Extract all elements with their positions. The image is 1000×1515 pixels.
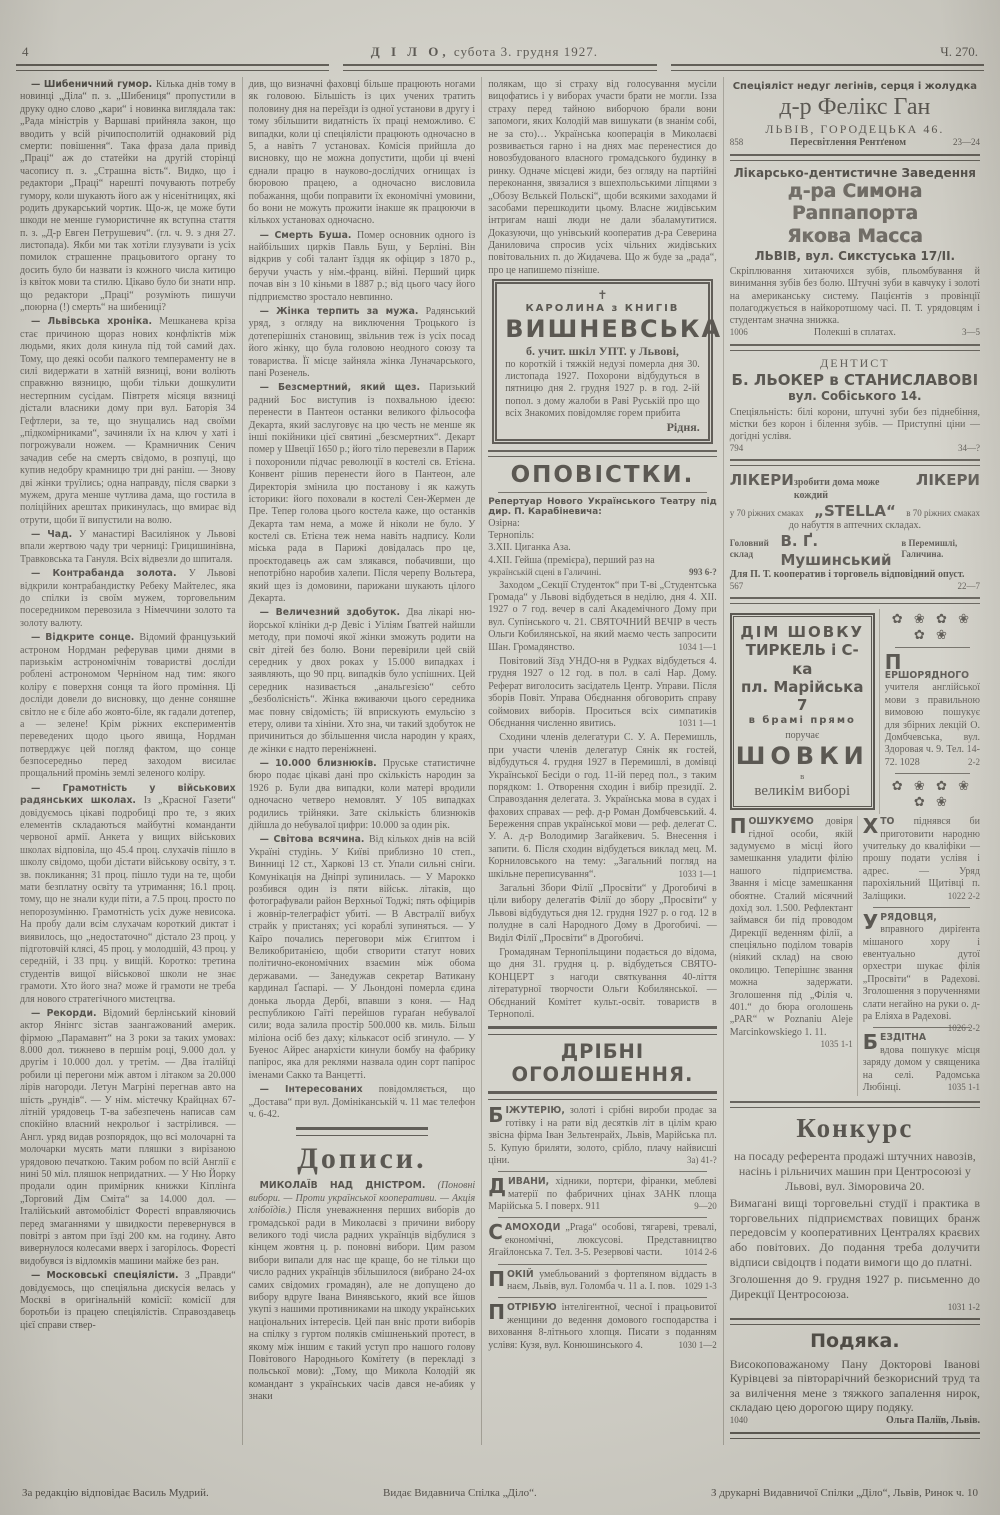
ad-stella-code-row-seg-0: 567 xyxy=(729,581,744,592)
classified-potribuiu: ПОТРІБУЮ інтелігентної, чесної і працьовитої женщини до ведення домового господарства і виховання 8-літнього хлопця. Писати з поданням услівя: Кузя, вул. Конюшинського 4. 1030 1—2 xyxy=(488,1300,717,1351)
ad-uriadovtsia-dyrygenta-leadword: РЯДОВЦЯ, xyxy=(880,911,937,923)
cross-icon: ✝ xyxy=(597,288,608,303)
podiaka-signature-row-seg-0: 1040 xyxy=(729,1415,748,1426)
ad-uriadovtsia-dyrygenta-code: 1026 2-2 xyxy=(947,1023,980,1034)
classified-dyvany-code: 9—20 xyxy=(694,1201,717,1212)
rule-above-dribni xyxy=(488,1026,717,1035)
repertoire-town-2: Тернопіль: xyxy=(488,530,535,542)
ad-loker-code-row-seg-0: 794 xyxy=(729,443,744,454)
classified-bizhuteriu-leadword: ІЖУТЕРІЮ, xyxy=(505,1105,565,1117)
ad-felix-han-name: д-р Фелікс Ган xyxy=(779,94,931,121)
repertoire-code-row-seg-0: українській сцені в Галичині. xyxy=(488,566,602,577)
ad-stella-name-row xyxy=(730,502,980,520)
footer-printer: З друкарні Видавничої Спілки „Діло“, Львів, Ринок ч. 10 xyxy=(711,1487,978,1499)
news-literacy-soviet-schools: — Грамотність у військових радянських школах. Із „Красної Газети“ довідуємось цікаві подробиці про те, з яких елементів складаються майбутні команданти червоної армії. Анкета у вищих військових школах відповіла, що 45.4 проц. слухачів пішло в школу свідомо, щоби дістати військову освіту, з т. зв. покликання; 31 проц. пішло туди на те, щоби мати безплатну освіту та утримання; 16.1 проц. тому, що не знали куди піти, а 7.5 проц. просто по непорозумінню. Грамотність усіх дуже невисока. На пробу дали всім слухачам короткий диктат і виявилось, що „недостаточно“ дістало 23 проц. у підготовчій клясі, 45 проц. у молодшій, 43 проц. у середній, і 33 прц. у вищій. Коротко: третина студентів вищої військової школи не знає грамоти. Хто його зна? може й грамоти не треба для нового стратегічного мистецтва. xyxy=(20,782,236,1005)
repertoire-show-2: 4.XII. Гейша (премієра), перший раз на xyxy=(488,554,655,566)
notice-zizd-undo-rudky: Повітовий Зїзд УНДО-ня в Рудках відбудеться 4. грудня 1927 о 12 год. в пол. в салі Нар. Дому. Реферат виголосить засідатель Центр. Управи. Після зборів Повіт. Управа Обєднання обговорить справу соймових виборів. Проситься всіх симпатиків Обєднання численно явитись. 1031 1—1 xyxy=(488,656,717,729)
silk-and-teacher-ads xyxy=(730,609,980,814)
rule-above-opovistky xyxy=(488,450,717,457)
silk-and-teacher-ads-left xyxy=(730,609,879,814)
ad-uriadovtsia-dyrygenta: УРЯДОВЦЯ, вправного диріґента мішаного хору і евентуально дутої орхестри шукає філія „Просвіти“ в Радехові. Зголошення з порученнями слати негайно на руки о. д-ра Еліяха в Радехові. 1026 2-2 xyxy=(862,909,980,1034)
ad-english-teacher: П ЕРШОРЯДНОГО учителя англійської мови з правильною вимовою пошукує для збірних лекцій О. Домбчевська, вул. Здоровая ч. 9. Тел. 14-72. 1028 2-2 xyxy=(884,650,980,768)
notice-dostava-phone-lead: — Інтересованих xyxy=(259,1084,379,1096)
ad-loker-name: Б. ЛЬОКЕР в СТАНИСЛАВОВІ xyxy=(731,370,979,389)
ad-rappaport-body: Скріплювання хитаючихся зубів, пльомбування й винимання зубів без болю. Штучні зуби в кавчуку і золоті на американську систему. Пацієнтів з провінції полагоджується в найкоротшому часі. П. Т. урядовцям і студентам значна знижка. xyxy=(729,266,980,326)
repertoire-code-row-seg-1: 993 6-? xyxy=(688,566,717,577)
news-bush-death-lead: — Смерть Буша. xyxy=(259,229,357,241)
ad-dim-shovku-title: ДІМ ШОВКУ xyxy=(740,623,865,642)
flower-ornament-top: ✿ ❀ ✿ ❀ ✿ ❀ xyxy=(891,611,974,643)
article-mykolaiv: МИКОЛАЇВ НАД ДНІСТРОМ. (Поновні вибори. — Проти української кооперативи. — Акція хлібоїдів.) Після уневажнення перших виборів до громадської ради в Миколаєві з причини вибору великого тоді числа радних українців відбулися з кінцем жовтня ц. р. поновні вибори. Цим разом вибори випали для нас ще краще, бо не тільки що число радних українців збільшилося (вибрано 24-ох самих свідомих громадян), але не допущено до вибору вдруге Івана Винявського, який все йшов укупі з нашими противниками на шкоду українських національних інтересів. Цей пан вніс проти виборів на спілку з гуртом поляків смішненький протест, в якому між іншим є такий уступ про нашого голову Повітового Народнього Комітету (в перекладі з польської мови): „Тому, що Микола Колодій як командант з українських часів дався не-абияк у знаки xyxy=(248,1180,476,1403)
classified-potribuiu-leadword: ОТРІБУЮ xyxy=(506,1302,557,1314)
notice-sviatochnyi-vechir-code: 1034 1—1 xyxy=(678,641,717,652)
konkurs-position: на посаду референта продажі штучних навозів, насінь і рільничих машин при Центросоюзі у Львові, вул. Зіморовича 20. xyxy=(733,1149,976,1193)
page-footer xyxy=(14,1487,986,1499)
ad-bezditna-vdova-leadword: ЕЗДІТНА xyxy=(880,1032,927,1044)
ad-poshukuiemo-filiia-code: 1035 1-1 xyxy=(820,1039,853,1050)
classified-pokii: ПОКІЙ умебльований з фортепяном віддасть в наєм, Львів, вул. Голомба ч. 11 а. І. пов. 1029 1-3 xyxy=(488,1266,717,1293)
article-elections-cont: полякам, що зі страху від голосування мусіли вицофатись і у виборах участи брати не могли. Ізза страху перед тайною виборчою брали вони запомоги, яких Колодій мав вишукати (в знанім собі, не за сто)… Українська кооперація в Миколаєві розвивається гарно і на днях має перенестися до новозбудованого власного громадського будинку в ринку. Одначе місцеві жиди, без огляду на партійні переконання, звязалися з вшехпольськими ліпцями з „Обозу Вєлькєй Польскі“, щоби всякими заходами й засобами перешкодити цьому. Власне жидівським інтригам наші люди не дали збаламутитися. Доказуючи, що унівський кооператив д-ра Северина Даниловича спросив усіх чільних жидівських повітовальних п. до Жидачева. Що ж буде за „рада“, про це напишемо пізніше. xyxy=(488,79,717,276)
masthead-title: Д І Л О, xyxy=(370,44,450,59)
ad-rappaport-code-row xyxy=(730,327,980,339)
ad-rappaport-name-1: д-ра Симона Раппапорта xyxy=(787,180,923,225)
masthead xyxy=(371,44,598,60)
teacher-ad-rule-top xyxy=(895,647,970,648)
rule-above-podiaka xyxy=(730,1318,980,1325)
news-10000-twins: — 10.000 близнюків. Пруське статистичне бюро подає цікаві дані про скількість народин за 1926 р. Були два випадки, коли матері вродили одночасно четверо немовлят. У 105 випадках родились трійняки. Зате скількість близнюків дійшла до небувалої цифри: 10.000 за один рік. xyxy=(248,758,476,832)
ad-khto-uchytelku-initial: Х xyxy=(862,814,879,839)
death-notice-vyshnevska xyxy=(492,279,723,443)
rule-after-felix-han xyxy=(730,154,980,161)
news-records: — Рекорди. Відомий берлінський кіновий актор Янінгс зістав заангажований америк. фірмою „Парамавнт“ на 3 роки за таких умовах: 8.000 дол. тижнево в першім році, 9.000 дол. у другім і 10.000 дол. у третім. — Два італійці робили ці перегони між автом і літаком за 20.000 лірів нагороди. Летун Магріні перегнав авто на шість „рундів“. — У нім. містечку Крайцнах 67-літній урядовець Т-ва забезпечень написав сам спокійно власний некрольоґ і застрілився. — Англ. уряд видав розпорядок, що всі молочарні та молочарки мусять мати пляшки з вирізаною урядовою печаткою. Таким робом по всій Англії є нині 50 міл. пляшок непридатних. — У Ню Йорку продали один примірник книжки Кіплінґа „Торговий Дім Сміта“ за 14.000 дол. — Італійський автомобіліст Форесті вправляючись перед змаганнями у швидкости перевернувся в повітрі з автом при їзді 200 км. на годину. Авто вивернулося колесами вверх і загорілось. Форесті видобувся із відломків машини майже без ран. xyxy=(20,1007,236,1267)
repertoire-show-1: 3.XII. Циганка Аза. xyxy=(488,542,571,554)
ad-khto-uchytelku-leadword: ТО xyxy=(880,816,895,828)
ad-khto-uchytelku: ХТО піднявся би приготовити народню учительку до кваліфіки — прошу подати услівя і адрес. — Уряд парохіяльний Щитівці п. Заліщики. 1022 2-2 xyxy=(862,814,980,902)
ad-felix-han xyxy=(730,81,980,149)
rule-after-loker xyxy=(730,459,980,466)
ad-loker-profession: ДЕНТИСТ xyxy=(820,356,890,371)
article-mykolaiv-subtitle: (Поновні вибори. — Проти української кооперативи. — Акція хлібоїдів.) xyxy=(248,1180,476,1217)
section-dribni-heading: ДРІБНІ ОГОЛОШЕННЯ. xyxy=(511,1040,694,1087)
death-notice-signature: Рідня. xyxy=(666,419,700,434)
teacher-ad-rule-bottom xyxy=(895,773,970,774)
news-lviv-chronicle-lead: — Львівська хроніка. xyxy=(31,316,160,328)
classified-potribuiu-initial: П xyxy=(488,1300,505,1325)
classified-potribuiu-code: 1030 1—2 xyxy=(678,1339,717,1350)
small-ads-pair xyxy=(730,816,980,1096)
ad-poshukuiemo-filiia-initial: П xyxy=(729,814,747,839)
konkurs-deadline: Зголошення до 9. грудня 1927 р. письменно до Дирекції Центросоюза. xyxy=(729,1272,980,1301)
classified-samokhody: САМОХОДИ „Praga“ особові, тягареві, тревалі, економічні, люксусові. Представництво Ягайлонська 7. Тел. 3-5. Резервові части. 1014 2-6 xyxy=(488,1220,717,1259)
ad-loker-dentist xyxy=(730,356,980,454)
ad-likery-stella xyxy=(730,471,980,592)
notice-dostava-phone: — Інтересованих повідомляється, що „Достава“ при вул. Домініканській ч. 11 має телефон ч. 6-42. xyxy=(248,1084,476,1121)
ad-khto-uchytelku-code: 1022 2-2 xyxy=(947,890,980,901)
konkurs-requirements: Вимагані вищі торговельні студії і практика в торговельних підприємствах повищих бранж передовсім у кооперативних Централях краєвих або повітових. До подання треба долучити відписи свідоцтв і подати вимоги що до платні. xyxy=(729,1196,980,1269)
notice-ternopil-sviato-kontsert: Громадянам Тернопільщини подається до відома, що дня 31. грудня ц. р. відбудеться СВЯТО-КОНЦЕРТ з нагоди святкування 40-ліття літературної творчости Ольги Кобилянської. — Обєднаний Комітет культ.-освіт. товариств в Тернополі. xyxy=(488,947,717,1020)
classified-dyvany-leadword: ИВАНИ, xyxy=(508,1176,550,1188)
ad-loker-code-row xyxy=(730,443,980,454)
ad-rappaport-code-row-seg-0: 1006 xyxy=(729,327,748,338)
masthead-date: субота 3. грудня 1927. xyxy=(453,44,598,59)
silk-and-teacher-ads-right xyxy=(879,609,980,814)
article-mykolaiv-lead: МИКОЛАЇВ НАД ДНІСТРОМ. xyxy=(259,1180,438,1192)
ad-felix-han-code-row-seg-1: Пересвітлення Рентґеном xyxy=(790,137,907,149)
news-wife-suffers-lead: — Жінка терпить за мужа. xyxy=(259,306,426,318)
podiaka-signature-row-seg-1: Ольга Паліїв, Львів. xyxy=(886,1415,980,1427)
ad-stella-distributor-row-seg-0: Головний склад xyxy=(729,538,769,560)
notice-zbory-prosvity-drohobych: Загальні Збори Філії „Просвіти“ у Дрогобичі в ціли вибору делегатів Філії до збору „Просвіти“ у Львові відбудуться дня 12. грудня 1927 р. о год. 12 в полудне в салі Народного Дому в Дрогобичі. — Виділ Філії „Просвіти“ в Дрогобичі. xyxy=(488,883,717,944)
ad-dim-shovku-offers: поручає xyxy=(785,729,820,741)
rule-below-opovistky xyxy=(498,492,707,493)
notice-zizd-undo-rudky-code: 1031 1—1 xyxy=(678,717,717,728)
ad-rappaport-name-2: Якова Масса xyxy=(787,226,923,248)
classified-bizhuteriu-initial: Б xyxy=(488,1103,504,1128)
ad-english-teacher-code: 2-2 xyxy=(968,756,980,767)
section-opovistky-heading: ОПОВІСТКИ. xyxy=(510,461,695,488)
column-4 xyxy=(723,77,986,1445)
news-gallows-humor-lead: — Шибеничний гумор. xyxy=(31,79,156,90)
ad-bezditna-vdova-code: 1035 1-1 xyxy=(947,1081,980,1092)
news-chad: — Чад. У манастирі Василіянок у Львові впали жертвою чаду три черниці: Грицишинівна, Травковська та Гануля. Всіх відвезли до шпиталя. xyxy=(20,529,236,565)
repertoire-town-1: Озірна: xyxy=(488,517,520,529)
podiaka-body xyxy=(730,1357,980,1428)
ad-felix-han-code-row-seg-0: 858 xyxy=(729,137,744,148)
classified-pokii-initial: П xyxy=(488,1266,505,1291)
classified-samokhody-initial: С xyxy=(488,1220,503,1245)
ad-english-teacher-initial: П xyxy=(884,650,902,675)
ad-loker-body: Спеціяльність: білі корони, штучні зуби без піднебіння, містки без корон і білення зубів. — Приступні ціни — догідні услівя. xyxy=(729,406,980,443)
ad-stella-header-row-seg-2: ЛІКЕРИ xyxy=(915,471,980,490)
news-gold-contraband: — Контрабанда золота. У Львові відкрили контрабандистку Ребеку Майтелес, яка до спілки із своїм мужем, торговельним посередником перевозила з Німеччини золото та золоту валюту. xyxy=(20,568,236,629)
classified-divider-1 xyxy=(498,1171,707,1172)
header-rule-right xyxy=(671,64,984,71)
ad-dim-shovku-selection: великім виборі xyxy=(754,782,851,799)
header-rule-center xyxy=(343,64,656,71)
ad-stella-code-row-seg-1: 22—7 xyxy=(957,581,980,592)
ad-rappaport-title: Лікарсько-дентистичне Заведення xyxy=(733,166,976,181)
konkurs-code-row xyxy=(730,1302,980,1313)
rule-after-stella xyxy=(730,597,980,604)
small-ads-pair-right xyxy=(857,816,980,1096)
classified-samokhody-code: 1014 2-6 xyxy=(684,1247,717,1258)
news-moscow-specialists-cont: див, що визначні фаховці більше працюють ногами як головою. Більшість із цих учених тратить половину дня на переїзди із одної установи в другу і тому збільшити видатність їх праці неможливо. Є випадки, коли ці спеціялісти працюють одночасно в 5, а навіть 7 установах. Комісія прийшла до висновку, що не можна допустити, щоби ці вчені єднали працю в науково-дослідчих огнищах із бюровою працею, а одночасно висловила побажання, щоби поправити їх економічні умовини, бо вони не можуть прожити інакше як працюючи в кількох установах одночасно. xyxy=(248,79,476,227)
header-rule-left xyxy=(16,64,329,71)
ad-rappaport-code-row-seg-1: Полекші в сплатах. xyxy=(813,327,896,339)
ad-loker-address: вул. Собіського 14. xyxy=(788,389,922,404)
konkurs-body xyxy=(730,1149,980,1312)
ad-dim-shovku-product: ШОВКИ xyxy=(735,741,869,770)
classified-dyvany: ДИВАНИ, хідники, портєри, фіранки, меблеві матерії по фабричних цінах ЗАНК площа Марійська 5. І поверх. 911 9—20 xyxy=(488,1174,717,1213)
konkurs-code-row-seg-1: 1031 1-2 xyxy=(947,1301,980,1312)
news-great-achievement: — Величезний здобуток. Два лікарі ню-йорської клініки д-р Девіс і Уіліям Ґватгей найшли методу, при помочі якої жінки зможуть родити на світ дітей без болю. Вони перевірили цей свій середник у двох роках у 15.000 випадках і заявляють, що 90 прц. випадків було успішних. Цей середник називається „анальгезією“ себто „безболісність“. Жінка вживаючи цього середника має повну свідомість; їй вприскують емульсію з етеру, оливи та хініни. Хто зна, чи такий здобуток не причиниться до збільшення числа народин у краях, де жінки є надто переніжнені. xyxy=(248,607,476,755)
ad-stella-distributor-row-seg-2: в Перемишлі, Галичина. xyxy=(901,538,958,560)
news-10000-twins-lead: — 10.000 близнюків. xyxy=(259,758,383,770)
news-gold-contraband-lead: — Контрабанда золота. xyxy=(31,568,189,580)
classified-pokii-leadword: ОКІЙ xyxy=(506,1268,534,1280)
classified-bizhuteriu-code: 3а) 41-? xyxy=(686,1154,717,1165)
classified-bizhuteriu: БІЖУТЕРІЮ, золоті і срібні вироби продає за готівку і на рати від десятків літ в цілім краю звісна фірма Іван Зельтенрайх, Львів, Марійська пл. 5. Купую бриляти, золото, срібло, плачу найвисші ціни. 3а) 41-? xyxy=(488,1103,717,1166)
news-moscow-specialists-lead: — Московські спеціялісти. xyxy=(31,1270,185,1282)
small-ads-divider-1 xyxy=(873,907,970,908)
header-rules xyxy=(16,64,984,71)
issue-number: Ч. 270. xyxy=(940,44,978,59)
rule-after-rappaport xyxy=(730,344,980,351)
ad-stella-header-row-seg-0: ЛІКЕРИ xyxy=(729,471,794,490)
news-world-misc-lead: — Світова всячина. xyxy=(259,834,370,846)
ad-poshukuiemo-filiia-leadword: ОШУКУЄМО xyxy=(748,816,814,828)
rule-above-dopysy xyxy=(296,1127,427,1136)
ad-dim-shovku-address: пл. Марійська 7 xyxy=(741,677,864,715)
classified-samokhody-leadword: АМОХОДИ xyxy=(504,1222,561,1234)
ad-rappaport-address: ЛЬВІВ, вул. Сикстуська 17/ІІ. xyxy=(754,248,956,263)
section-dopysy-heading: Дописи. xyxy=(297,1142,427,1176)
classified-dyvany-initial: Д xyxy=(488,1174,507,1199)
ad-dim-shovku-in: в xyxy=(800,771,805,782)
ad-stella-header-row xyxy=(730,471,980,501)
ad-rappaport xyxy=(730,166,980,339)
news-bush-death: — Смерть Буша. Помер основник одного із найбільших цирків Павль Буш, у Берліні. Він відкрив у собі талант їздця як офіцир з 1870 р., беручи участь у нім.-франц. війні. Перший цирк почав він з 10 кіньми в 1887 р.; від цього часу його підприємство зростало невпинно. xyxy=(248,229,476,303)
ad-bezditna-vdova-initial: Б xyxy=(862,1030,879,1055)
news-moscow-specialists: — Московські спеціялісти. З „Правди“ довідуємось, що спеціяльна дискусія велась у Москві в оригінальній комісії: комісії для боротьби із працею спеціялістів. Справоздавець цієї справи ствер- xyxy=(20,1270,236,1331)
ad-bezditna-vdova: БЕЗДІТНА вдова пошукує місця заряду домом у священика на селі. Радомська Любінці. 1035 1-1 xyxy=(862,1030,980,1093)
ad-stella-name-row-seg-0: у 70 ріжних смаках xyxy=(729,507,804,518)
repertoire-title: Репертуар Нового Українського Театру під дир. П. Карабіневича: xyxy=(488,496,717,518)
podiaka-signature-row xyxy=(730,1415,980,1427)
ad-stella-header-row-seg-1: зробити дома може кождий xyxy=(793,477,880,501)
news-literacy-soviet-schools-lead: — Грамотність у військових радянських школах. xyxy=(20,782,236,807)
ad-felix-han-code-row xyxy=(730,137,980,149)
footer-editor: За редакцію відповідає Василь Мудрий. xyxy=(22,1487,209,1499)
notice-skhodyny-sua-peremyshl: Сходини членів делегатури С. У. А. Перемишль, при участи членів делегатур Сянік як гостей, відбудуться 4. грудня 1927 в Перемишлі, в домівці Української Бесіди о год. 11-ій перед пол., з таким порядком: 1. Отворення сходин і вибір президії. 2. Справоздання делегата. 3. Українська мова в судах і фахових справах — реф. д-р Роман Домбчевський. 4. Береження справ української мови — реф. делегат С. У. А. д-р Володимир Загайкевич. 5. Внесення і запити. 6. Після сходин відбудеться виклад мец. М. Корниловського на тему: „Загальний погляд на шкільне переписування“. 1033 1—1 xyxy=(488,732,717,880)
deceased-title: б. учит. шкіл УПТ. у Львові, xyxy=(525,344,679,359)
small-ads-pair-left xyxy=(730,816,857,1096)
repertoire-code-row xyxy=(488,567,717,578)
news-open-sun-lead: — Відкрите сонце. xyxy=(31,632,140,644)
column-3 xyxy=(481,77,723,1445)
ad-dim-shovku xyxy=(730,613,875,810)
ad-stella-code-row xyxy=(730,581,980,592)
column-2 xyxy=(242,77,482,1445)
rule-bottom-col4 xyxy=(730,1432,980,1439)
notice-skhodyny-sua-peremyshl-code: 1033 1—1 xyxy=(678,868,717,879)
ad-stella-availability: до набуття в аптечних складах. xyxy=(788,520,921,532)
news-immortal-vanished: — Безсмертний, який щез. Паризький радний Бос виступив із похвальною ідеєю: перенести в Пантеон останки великого фільософа Декарта, який заслуговує на цю честь не менше як інші покійники цієї святині „безсмертних“. Декарт помер у Швеції 1650 р.; його тіло перевезли в Париж і похоронили підчас революції в костелі св. Етієна. Конвент рішив перенести його в Пантеон, але Директорія змінила цю постанову і як кажуть історики: його поховали в костелі Сен-Жермен де Пре. Тепер голова цього костела каже, що останків Декарта там нема, а може й ніколи не було. У костелі св. Етієна теж нема навіть надпису. Коли міська рада в Парижі довідалась про це, проєктодавець аж сам злякався, побачивши, що непотрібно наробив халепи. Після черепу Вольтера, який щез із домовини, парижани шукають цілого Декарта. xyxy=(248,382,476,605)
ad-stella-name-row-seg-1: „STELLA“ xyxy=(814,501,896,520)
deceased-name-first: КАРОЛИНА з КНИГІВ xyxy=(525,302,680,314)
deceased-surname: ВИШНЕВСЬКА xyxy=(505,315,723,344)
ad-dim-shovku-note: в брамі прямо xyxy=(748,714,856,726)
news-world-misc: — Світова всячина. Від кількох днів на всій Україні студінь. У Київі приблизно 10 степ., Винниці 12 ст., Харкові 13 ст. Упали сильні сніги. Комунікація на Дніпрі зупинилась. — У Марокко розбився один із пяти військ. літаків, що фотографували район Верхньої Тоджі; пять офіцирів і жовнір-телеграфіст убиті. — В Австралії вибух страйк у пристанях; усі кораблі зупиняться. — У Каїро почались переговори між Єгиптом і Великобританією, щоби створити статут нових політично-економічних взаємин між обома державами. — Занедужав секретар Ватикану кардинал Ґаспарі. — У Льондоні померла єдина донька льорда Дербі, впавши з коня. — Над республикою Гаїті перейшов гураґан небувалої сили; вода залила простір 500.000 кв. миль. Більш міліона осіб без даху; кількасот осіб згинуло. — У Буенос Айрес анархісти кинули бомбу на фабрику папірос, яка для реклями назвала один сорт папірос іменами Сакко та Ванцетті. xyxy=(248,834,476,1081)
page-number: 4 xyxy=(22,44,29,59)
ad-rappaport-code-row-seg-2: 3—5 xyxy=(962,327,980,338)
classified-divider-2 xyxy=(498,1217,707,1218)
section-podiaka-heading: Подяка. xyxy=(810,1329,900,1352)
rule-below-dribni xyxy=(488,1091,717,1100)
news-immortal-vanished-lead: — Безсмертний, який щез. xyxy=(259,382,430,394)
news-great-achievement-lead: — Величезний здобуток. xyxy=(259,607,407,619)
ad-felix-han-code-row-seg-2: 23—24 xyxy=(953,137,980,148)
news-open-sun: — Відкрите сонце. Відомий французький астроном Нордман реферував цими днями в паризькім астрономічнім товаристві досліди роблені астрономом Черніном над тим: якого коліру є поверхня сонця та його проміння. Ці досліди довели до висновку, що денне соняшне світло не є біле або жовто-біле, як гадали дотепер, а — зелене! Крім ріжних експериментів переведених щодо цього явища, Нордман потверджує цей погляд фактом, що сонце безпосередньо перед заходом висилає прощальний промінь землі зеленого коліру. xyxy=(20,632,236,780)
news-wife-suffers: — Жінка терпить за мужа. Радянський уряд, з огляду на виключення Троцького із дотеперішніх становищ, звільнив теж із усіх посад його жінку, що була головою неодного союзу та товариства. Її місце зайняла жінка Луначарського, пані Розенель. xyxy=(248,306,476,379)
news-gallows-humor: — Шибеничний гумор. Кілька днів тому в новинці „Діла“ п. з. „Шибениця“ пропустили в друку одно слово „кари“ і новинка виглядала так: „Рада міністрів у Варшаві прийняла закон, що вводить у всій річипосполитій однаковий рід смерти: повішення“. Така фраза дала привід „Праці“ аж до статейки на другій сторінці часопису п. з. „Страшна вість“. Видко, що і редактори „Праці“ нарешті почувають потребу гумору, коли шукають його аж у нісенітницях, які родить друкарський чортик. Що-ж, це може бути шкоди не менше гумористичне як вступна стаття п. з. „Д-р Евген Петрушевич“. (гл. ч. 9. з дня 27. листопада). Якби ми так хотіли глузувати із усіх помилок страшенне працьовитого органу то досить було би назвати із кожного числа китицю із квіток мови та стилю. Цікаво було би знати нпр. що редактори „Праці“ розуміють пишучи „поюрна (!) смерть“ на шибениці? xyxy=(20,79,236,314)
death-notice-body: по короткій і тяжкій недузі померла дня 30. листопада 1927. Похорони відбудуться в пятницю дня 2. грудня 1927 р. в год. 2-ій попол. з дому жалоби в Раві Руській про що всіх Знакомих повідомляє горем прибита xyxy=(505,358,700,419)
ad-loker-code-row-seg-1: 34—? xyxy=(958,443,980,454)
ad-stella-distributor-row xyxy=(730,532,980,569)
notice-sviatochnyi-vechir: Заходом „Секції Студенток“ при Т-ві „Студентська Громада“ у Львові відбудеться в неділю, дня 4. XII. 1927 о 7 год. вечер в салі Академічного Дому при вул. Супінського ч. 21. СВЯТОЧНИЙ ВЕЧІР в честь Ольги Кобилянської, на який маємо честь запросити Шан. Громадянство. 1034 1—1 xyxy=(488,579,717,653)
section-konkurs-heading: Конкурс xyxy=(796,1113,914,1144)
column-1 xyxy=(14,77,242,1445)
page-header xyxy=(14,0,986,62)
ad-stella-distributor-row-seg-1: В. Ґ. Мушинський xyxy=(780,532,892,569)
classified-divider-3 xyxy=(498,1264,707,1265)
ad-dim-shovku-firm: ТИРКЕЛЬ і С-ка xyxy=(745,641,859,678)
ad-felix-han-address: ЛЬВІВ, ГОРОДЕЦЬКА 46. xyxy=(765,122,945,137)
classified-divider-4 xyxy=(498,1297,707,1298)
classified-pokii-code: 1029 1-3 xyxy=(684,1281,717,1292)
podiaka-text: Високоповажаному Пану Докторові Іванові Курівцеві за півторарічний безкорисний труд та за вилічення мене з тяжкого запалення нирок, складаю цею дорогою щиру подяку. xyxy=(729,1356,980,1415)
ad-poshukuiemo-filiia: ПОШУКУЄМО довіря гідної особи, якій задумуємо в місці його замешкання уладити філію нашого підприємства. Звання і місце замешкання обоятне. Сталий місячний дохід зол. 1.500. Рефлектант займався би під проводом Дирекції веденням філії, а спеціяльно поділом товарів (ніякий склад) на свою околицю. Теперішнє звання можна задержати. Зголошення під „Філія ч. 401.“ до бюра оголошень „PAR“ w Poznaniu Aleje Marcinkowskiego 1. 11. 1035 1-1 xyxy=(729,814,853,1050)
ad-stella-name-row-seg-2: в 70 ріжних смаках xyxy=(906,507,980,518)
ad-uriadovtsia-dyrygenta-initial: У xyxy=(862,909,879,934)
rule-above-konkurs xyxy=(730,1101,980,1108)
news-lviv-chronicle: — Львівська хроніка. Мешканева кріза стає причиною щораз нових конфліктів між людьми, яких доля кинула під той самий дах. Тому, що деякі особи палкого темпераменту не в силі видержати в хатній вязниці, вони воліють справжню вязницю, щоби тільки дошкулити нестерпним сусідам. Півтретя місяця вязниці дістали власники дому при вул. Баторія 34 Гефтлери, за те, що знущались над своїми „підкомірниками“, зачиняли їх на ключ у хаті і погрожували ножем. — Крамничник Сенич зачадив себе на смерть свідомо, в розпуці, що купив недобру крамницю три дні раніш. — Знову дві жінки труїлись; одна направду, після сварки з мужем, друга менше чутлива дама, що гостила в поліційних арештах прикинулась, що вмирає від отрути, щоби її випустили на волю. xyxy=(20,316,236,526)
news-records-lead: — Рекорди. xyxy=(31,1007,103,1019)
ad-stella-discount: Для П. Т. кооператив і торговель відповідний опуст. xyxy=(729,568,965,580)
news-chad-lead: — Чад. xyxy=(31,529,80,541)
ad-english-teacher-leadword: ЕРШОРЯДНОГО xyxy=(884,670,970,682)
ad-felix-han-specialty: Спеціяліст недуг легінів, серця і жолудка xyxy=(732,81,978,92)
repertoire-item xyxy=(488,497,717,578)
page-columns xyxy=(14,77,986,1445)
footer-publisher: Видає Видавнича Спілка „Діло“. xyxy=(383,1487,537,1499)
flower-ornament-bottom: ✿ ❀ ✿ ❀ ✿ ❀ xyxy=(891,778,974,810)
